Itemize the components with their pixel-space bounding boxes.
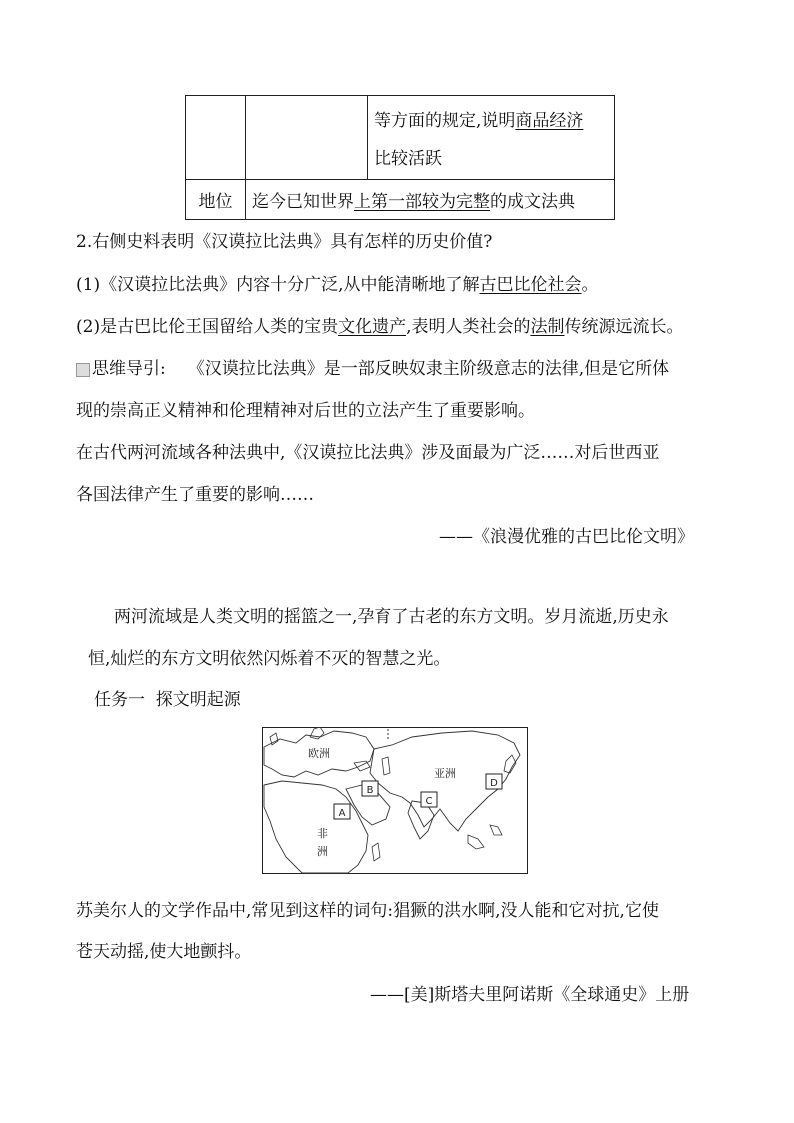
answer-underlined: 文化遗产 (338, 317, 407, 337)
answer-2 (76, 317, 684, 337)
answer-underlined: 古巴比伦社会 (479, 275, 582, 295)
quote-2-line-2: 苍天动摇,使大地颤抖。 (76, 942, 252, 962)
table-text-underlined: 上第一部 (354, 192, 422, 212)
quote-2-source: ——[美]斯塔夫里阿诺斯《全球通史》上册 (370, 985, 690, 1005)
map-box-a (334, 804, 350, 819)
map-box-d (486, 774, 502, 789)
map-label-asia: 亚洲 (434, 767, 456, 780)
task-title: 任务一 探文明起源 (94, 690, 241, 710)
guide-line-1 (76, 359, 669, 379)
quote-2-line-1: 苏美尔人的文学作品中,常见到这样的词句:猖獗的洪水啊,没人能和它对抗,它使 (76, 901, 659, 921)
svg-text:D: D (490, 778, 498, 789)
table-text: 比较活跃 (374, 148, 442, 169)
quote-1-line-1: 在古代两河流域各种法典中,《汉谟拉比法典》涉及面最为广泛……对后世西亚 (76, 443, 660, 463)
answer-underlined: 法制 (530, 317, 565, 337)
answer-text: (1)《汉谟拉比法典》内容十分广泛,从中能清晰地了解 (76, 275, 480, 295)
table-text-underlined: 较为完整 (422, 192, 490, 212)
map-label-africa-1: 非 (317, 827, 328, 840)
table-cell-empty (186, 96, 246, 180)
table-cell-empty (246, 96, 368, 180)
quote-1-line-2: 各国法律产生了重要的影响…… (76, 485, 314, 505)
map-label-europe: 欧洲 (308, 747, 330, 760)
table-text: 等方面的规定,说明 (374, 110, 516, 131)
svg-text:C: C (425, 796, 433, 807)
guide-label: 思维导引: (92, 359, 166, 379)
table-text-underlined: 商品经济 (515, 110, 584, 131)
intro-line-2: 恒,灿烂的东方文明依然闪烁着不灭的智慧之光。 (88, 649, 451, 669)
table-label-status: 地位 (186, 180, 246, 220)
answer-1 (76, 275, 598, 295)
answer-text: ,表明人类社会的 (406, 317, 531, 337)
intro-line-1: 两河流域是人类文明的摇篮之一,孕育了古老的东方文明。岁月流逝,历史永 (114, 607, 669, 627)
map-label-africa-2: 洲 (317, 845, 328, 858)
answer-text: 传统源远流长。 (564, 317, 684, 337)
question-2: 2.右侧史料表明《汉谟拉比法典》具有怎样的历史价值? (76, 232, 493, 252)
table-text: 的成文法典 (490, 192, 575, 212)
table-cell-content (368, 96, 615, 180)
map-frame (263, 728, 528, 874)
think-guide-icon (76, 363, 90, 377)
svg-text:A: A (338, 808, 346, 819)
map-figure (262, 727, 528, 874)
map-box-c (421, 792, 437, 807)
table-text: 迄今已知世界 (252, 192, 354, 212)
law-table (185, 95, 615, 220)
map-box-b (362, 781, 378, 796)
guide-text: 《汉谟拉比法典》是一部反映奴隶主阶级意志的法律,但是它所体 (187, 359, 670, 379)
answer-text: 。 (581, 275, 599, 295)
answer-text: (2)是古巴比伦王国留给人类的宝贵 (76, 317, 339, 337)
guide-line-2: 现的崇高正义精神和伦理精神对后世的立法产生了重要影响。 (76, 401, 535, 421)
quote-1-source: ——《浪漫优雅的古巴比伦文明》 (439, 527, 694, 547)
table-cell-status (246, 180, 615, 220)
svg-text:B: B (366, 785, 374, 796)
